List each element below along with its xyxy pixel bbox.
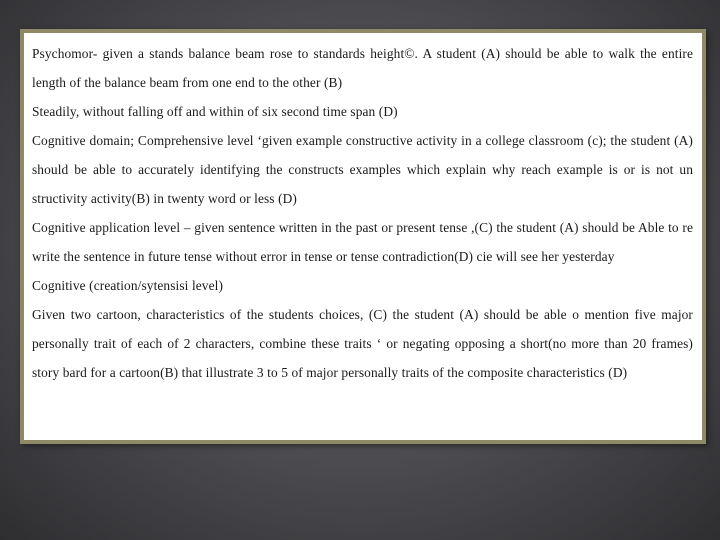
paragraph-cognitive-creation-heading: Cognitive (creation/sytensisi level) [32, 278, 224, 293]
content-frame [20, 29, 706, 444]
paragraph-cartoon-example: Given two cartoon, characteristics of the students choices, (C) the student (A) should be able o mention five major personally trait of each of 2 characters, combine these traits ‘ or negating opposing a short(no more than 20 frames) story bard for a cartoon(B) that illustrate 3 to 5 of major personally traits of the composite characteristics (D) [32, 307, 693, 380]
paragraph-cognitive-application: Cognitive application level – given sentence written in the past or present tense ,(C) the student (A) should be Able to re write the sentence in future tense without error in tense or tense contradiction(D) cie will see her yesterday [32, 220, 693, 264]
paragraph-steadily: Steadily, without falling off and within of six second time span (D) [32, 104, 398, 119]
document-body [32, 39, 693, 387]
paragraph-psychomotor: Psychomor- given a stands balance beam rose to standards height©. A student (A) should be able to walk the entire length of the balance beam from one end to the other (B) [32, 46, 693, 90]
paragraph-cognitive-comprehensive: Cognitive domain; Comprehensive level ‘given example constructive activity in a college classroom (c); the student (A) should be able to accurately identifying the constructs examples which explain why reach example is or is not un structivity activity(B) in twenty word or less (D) [32, 133, 693, 206]
